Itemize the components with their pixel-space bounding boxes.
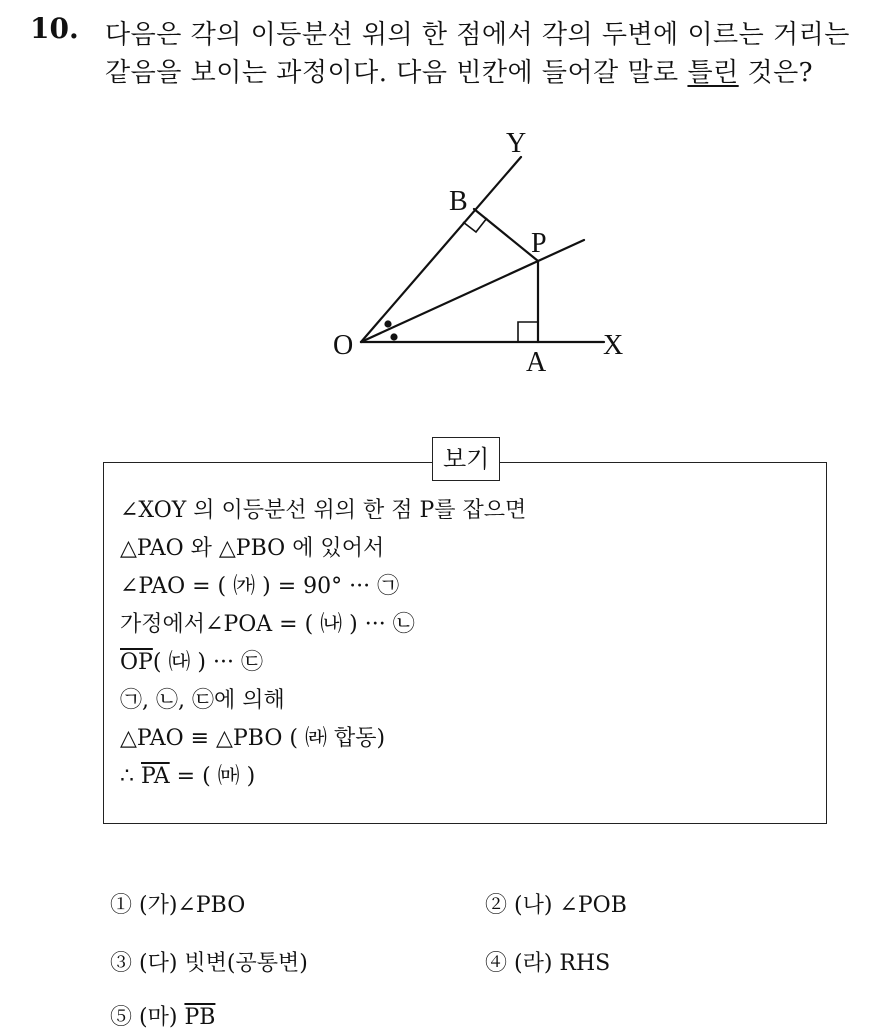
proof-line-8: [120, 759, 255, 790]
proof-line-4: 가정에서∠POA = ( ㈏ ) ··· ㉡: [120, 612, 415, 637]
choice-4[interactable]: [485, 946, 610, 977]
proof-line-3: ∠PAO = ( ㈎ ) = 90° ··· ㉠: [120, 574, 400, 599]
angle-bisector-figure: [0, 0, 884, 420]
choice-3-label: (다) 빗변(공통변): [139, 951, 308, 976]
proof-line-7: △PAO ≡ △PBO ( ㈑ 합동): [120, 726, 386, 751]
choice-2[interactable]: [485, 888, 627, 919]
choice-1-label: (가)∠PBO: [139, 893, 246, 918]
proof-line-8-pre: ∴: [120, 764, 141, 789]
label-p: P: [531, 228, 547, 259]
label-x: X: [603, 330, 624, 361]
choice-4-number: ④: [485, 951, 508, 976]
label-y: Y: [506, 128, 527, 159]
segment-pb: [474, 209, 538, 261]
proof-line-5-segment: $\overline{OP}$: [120, 650, 153, 675]
bogi-title: 보기: [432, 437, 500, 481]
question-underlined-word: 틀린: [687, 58, 739, 88]
choice-5-segment: $\overline{PB}$: [184, 1005, 216, 1030]
proof-line-8-rest: = ( ㈒ ): [169, 764, 256, 789]
bisector-op: [361, 240, 584, 342]
question-text-line2-pre: 같음을 보이는 과정이다. 다음 빈칸에 들어갈 말로: [105, 58, 688, 88]
question-text-line1: 다음은 각의 이등분선 위의 한 점에서 각의 두변에 이르는 거리는: [105, 20, 850, 50]
proof-line-8-segment: $\overline{PA}$: [141, 764, 170, 789]
proof-line-2: △PAO 와 △PBO 에 있어서: [120, 536, 385, 561]
proof-line-1: ∠XOY 의 이등분선 위의 한 점 P를 잡으면: [120, 498, 527, 523]
proof-line-6: ㉠, ㉡, ㉢에 의해: [120, 688, 285, 713]
choice-3[interactable]: [110, 946, 308, 977]
choice-5-label-pre: (마): [139, 1005, 185, 1030]
choice-4-label: (라) RHS: [514, 951, 611, 976]
choice-5-number: ⑤: [110, 1005, 133, 1030]
choice-1[interactable]: [110, 888, 245, 919]
question-text-line2-post: 것은?: [738, 58, 814, 88]
choice-5[interactable]: [110, 1000, 215, 1031]
proof-line-5-rest: ( ㈐ ) ··· ㉢: [152, 650, 263, 675]
choice-2-label: (나) ∠POB: [514, 893, 627, 918]
angle-mark-upper: [384, 320, 391, 327]
label-b: B: [449, 186, 468, 217]
label-a: A: [526, 347, 547, 378]
choice-1-number: ①: [110, 893, 133, 918]
ray-oy: [361, 157, 521, 342]
question-number: 10.: [30, 12, 79, 45]
angle-mark-lower: [390, 333, 397, 340]
choice-2-number: ②: [485, 893, 508, 918]
right-angle-mark-a: [518, 322, 538, 342]
proof-line-5: [120, 645, 263, 676]
label-o: O: [333, 330, 354, 361]
choice-3-number: ③: [110, 951, 133, 976]
